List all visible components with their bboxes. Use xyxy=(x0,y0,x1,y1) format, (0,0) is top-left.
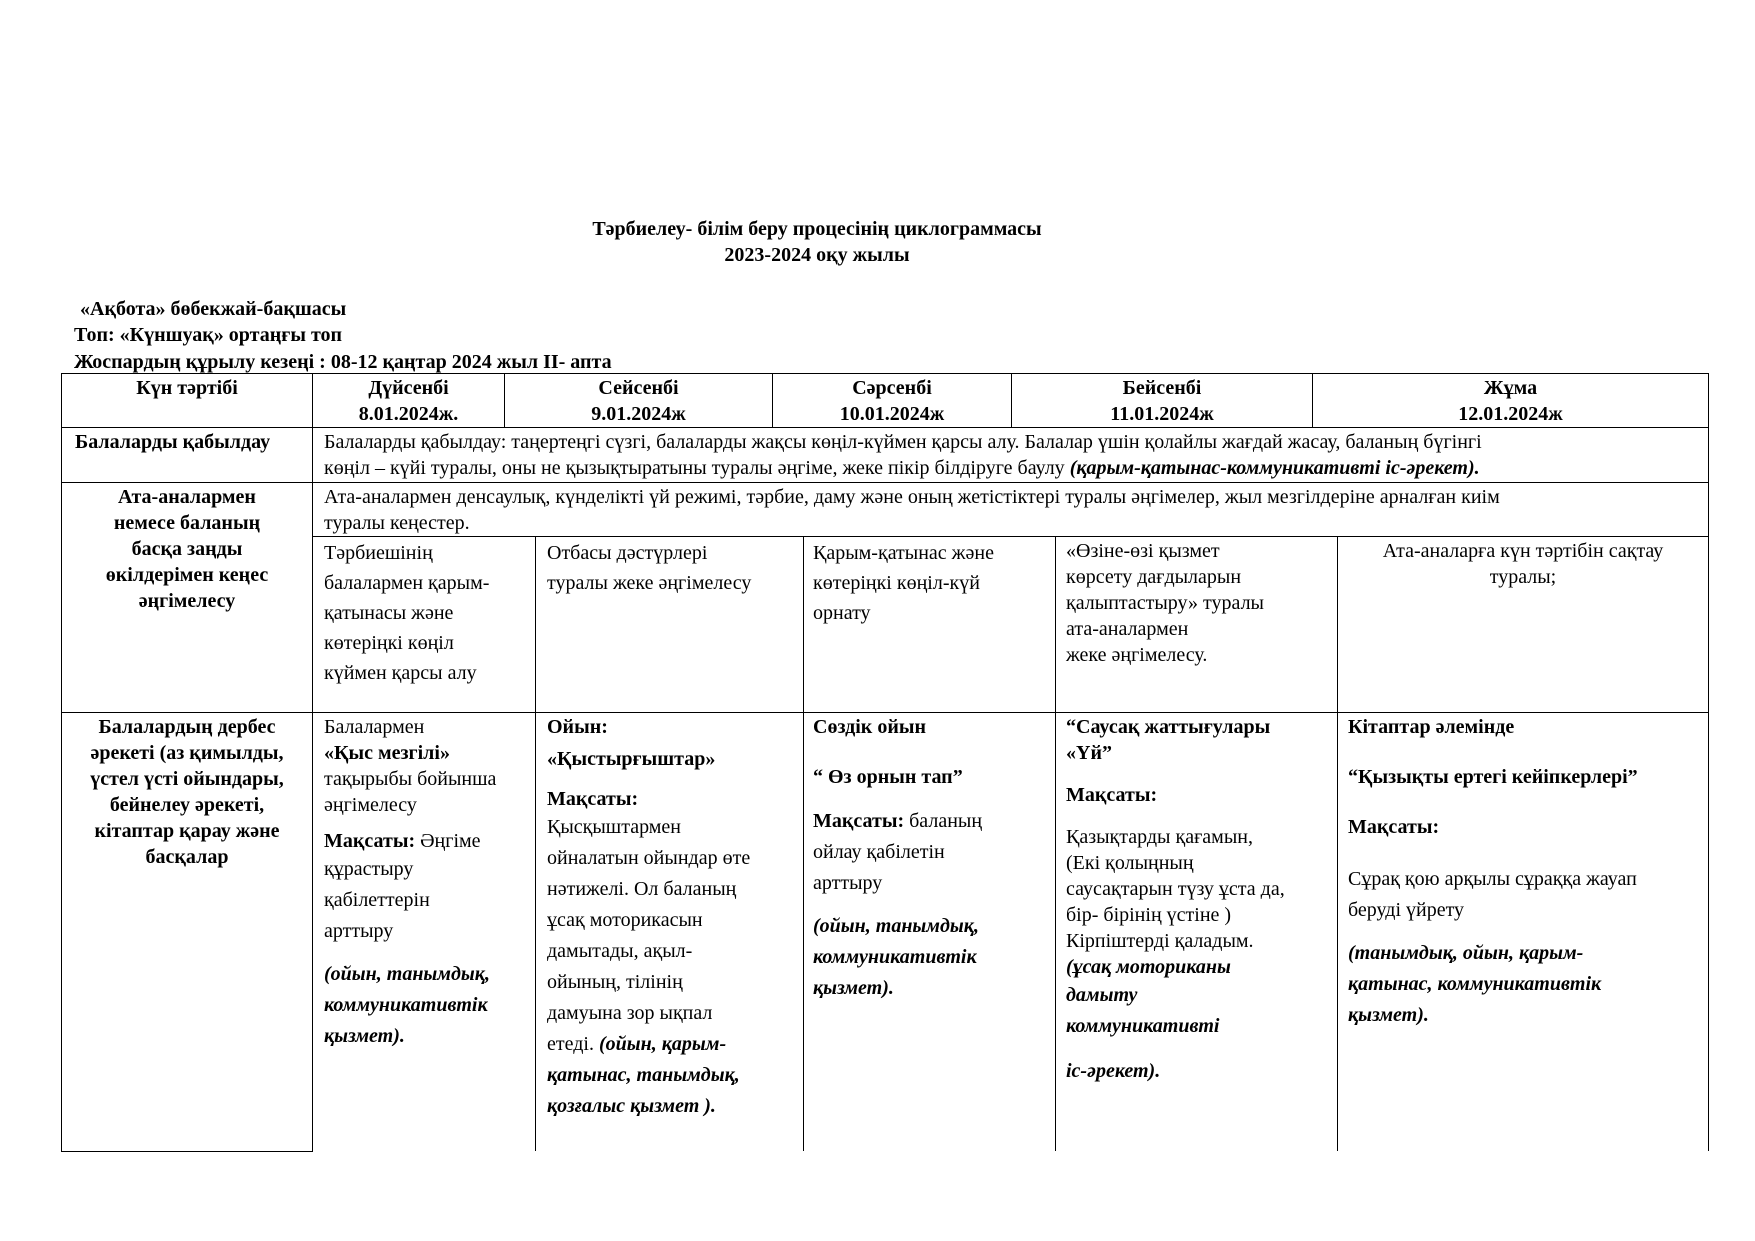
group-name: Топ: «Күншуақ» ортаңғы топ xyxy=(74,324,343,346)
day-header-friday: Жұма 12.01.2024ж xyxy=(1458,377,1563,425)
day-header-thursday: Бейсенбі 11.01.2024ж xyxy=(1110,377,1214,425)
activity-cell-monday: Балалармен «Қыс мезгілі» тақырыбы бойынша әңгімелесу Мақсаты: Әңгіме құрастыру қабілеттерін арттыру (ойын, танымдық, коммуникативтік қызмет). xyxy=(324,716,497,1047)
reception-text: Балаларды қабылдау: таңертеңгі сүзгі, балаларды жақсы көңіл-күймен қарсы алу. Балалар үшін қолайлы жағдай жасау, баланың бүгінгі көңіл – күйі туралы, оны не қызықтыратыны туралы әңгіме, жеке пікір білдіруге баулу (қарым-қатынас-коммуникативті іс-әрекет). xyxy=(324,431,1482,479)
parents-cell-thursday: «Өзіне-өзі қызмет көрсету дағдыларын қалыптастыру» туралы ата-аналармен жеке әңгімелесу. xyxy=(1066,540,1264,666)
parents-consultation-label: Ата-аналармен немесе баланың басқа заңды өкілдерімен кеңес әңгімелесу xyxy=(105,486,269,612)
parents-cell-tuesday: Отбасы дәстүрлері туралы жеке әңгімелесу xyxy=(547,542,752,594)
activity-cell-tuesday: Ойын: «Қыстырғыштар» Мақсаты: Қысқыштармен ойналатын ойындар өте нәтижелі. Ол баланың ұсақ моторикасын дамытады, ақыл- ойының, тілінің дамуына зор ықпал етеді. (ойын, қарым- қатынас, танымдық, қозғалыс қызмет ). xyxy=(547,716,751,1117)
activity-cell-friday: Кітаптар әлемінде “Қызықты ертегі кейіпкерлері” Мақсаты: Сұрақ қою арқылы сұраққа жауап беруді үйрету (танымдық, ойын, қарым- қатынас, коммуникативтік қызмет). xyxy=(1348,716,1638,1026)
parents-cell-monday: Тәрбиешінің балалармен қарым- қатынасы және көтеріңкі көңіл күймен қарсы алу xyxy=(324,542,490,684)
kindergarten-name: «Ақбота» бөбекжай-бақшасы xyxy=(80,298,347,320)
day-header-wednesday: Сәрсенбі 10.01.2024ж xyxy=(839,377,945,425)
academic-year: 2023-2024 оқу жылы xyxy=(724,244,910,266)
day-header-tuesday: Сейсенбі 9.01.2024ж xyxy=(591,377,686,425)
parents-common-text: Ата-аналармен денсаулық, күнделікті үй режимі, тәрбие, даму және оның жетістіктері туралы әңгімелер, жыл мезгілдеріне арналған киім туралы кеңестер. xyxy=(324,486,1500,534)
schedule-column-header: Күн тәртібі xyxy=(136,377,238,399)
parents-cell-friday: Ата-аналарға күн тәртібін сақтау туралы; xyxy=(1382,540,1664,588)
independent-activity-label: Балалардың дербес әрекеті (аз қимылды, үстел үсті ойындары, бейнелеу әрекеті, кітаптар қарау және басқалар xyxy=(90,716,284,868)
activity-cell-wednesday: Сөздік ойын “ Өз орнын тап” Мақсаты: баланың ойлау қабілетін арттыру (ойын, танымдық, коммуникативтік қызмет). xyxy=(813,716,983,999)
activity-cell-thursday: “Саусақ жаттығулары «Үй” Мақсаты: Қазықтарды қағамын, (Екі қолыңның саусақтарын түзу ұста да, бір- бірінің үстіне ) Кірпіштерді қаладым. (ұсақ моториканы дамыту коммуникативті іс-әрекет). xyxy=(1066,716,1285,1082)
day-header-monday: Дүйсенбі 8.01.2024ж. xyxy=(358,377,459,425)
parents-cell-wednesday: Қарым-қатынас және көтеріңкі көңіл-күй орнату xyxy=(813,542,994,624)
planning-period: Жоспардың құрылу кезеңі : 08-12 қаңтар 2024 жыл ІІ- апта xyxy=(74,351,612,373)
reception-label: Балаларды қабылдау xyxy=(75,431,271,453)
document-title: Тәрбиелеу- білім беру процесінің циклограммасы xyxy=(592,218,1042,240)
